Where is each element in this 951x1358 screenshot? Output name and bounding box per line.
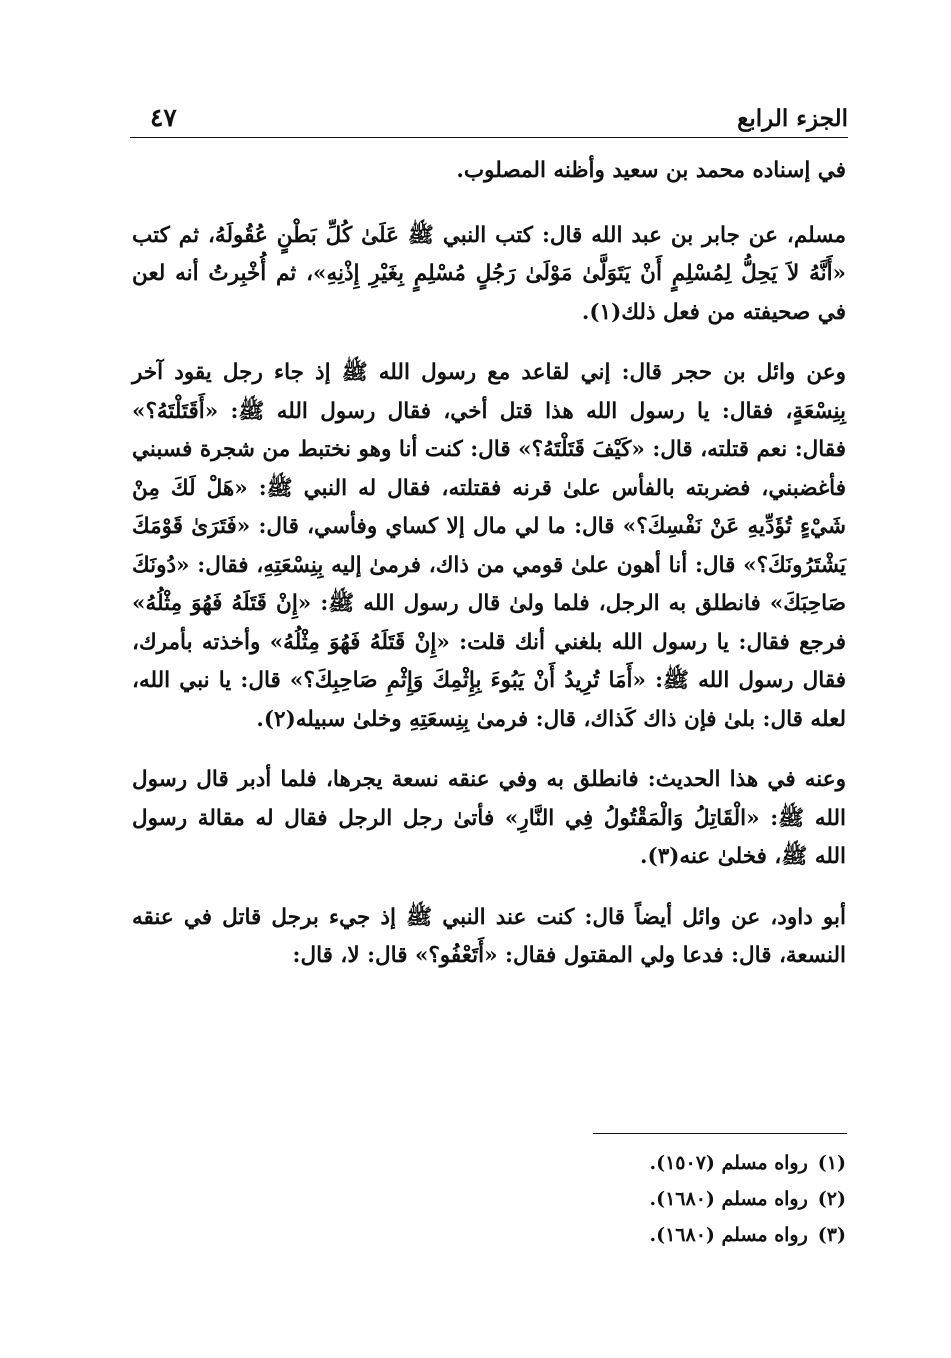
paragraph: وعنه في هذا الحديث: فانطلق به وفي عنقه نسعة يجرها، فلما أدبر قال رسول الله ﷺ: «الْقَاتِلُ وَالْمَقْتُولُ فِي النَّارِ» فأتىٰ رجل الرجل فقال له مقالة رسول الله ﷺ، فخلىٰ عنه(٣). [132,767,846,869]
paragraph: مسلم، عن جابر بن عبد الله قال: كتب النبي ﷺ عَلَىٰ كُلِّ بَطْنٍ عُقُولَهُ، ثم كتب «أَنَّهُ لاَ يَحِلُّ لِمُسْلِمٍ أَنْ يَتَوَلَّىٰ مَوْلَىٰ رَجُلٍ مُسْلِمٍ بِغَيْرِ إِذْنِهِ»، ثم أُخْبِرتُ أنه لعن في صحيفته من فعل ذلك(١). [132,222,846,325]
footnote [400,1217,846,1253]
paragraph: وعن وائل بن حجر قال: إني لقاعد مع رسول الله ﷺ إذ جاء رجل يقود آخر بِنِسْعَةٍ، فقال: يا رسول الله هذا قتل أخي، فقال رسول الله ﷺ: «أَقَتَلْتَهُ؟» فقال: نعم قتلته، قال: «كَيْفَ قَتَلْتَهُ؟» قال: كنت أنا وهو نختبط من شجرة فسبني فأغضبني، فضربته بالفأس علىٰ قرنه فقتلته، فقال له النبي ﷺ: «هَلْ لَكَ مِنْ شَيْءٍ تُؤَدِّيهِ عَنْ نَفْسِكَ؟» قال: ما لي مال إلا كساي وفأسي، قال: «فَتَرَىٰ قَوْمَكَ يَشْتَرُونَكَ؟» قال: أنا أهون علىٰ قومي من ذاك، فرمىٰ إليه بِنِسْعَتِهِ، فقال: «دُونَكَ صَاحِبَكَ» فانطلق به الرجل، فلما ولىٰ قال رسول الله ﷺ: «إِنْ قَتَلَهُ فَهُوَ مِثْلُهُ» فرجع فقال: يا رسول الله بلغني أنك قلت: «إِنْ قَتَلَهُ فَهُوَ مِثْلُهُ» وأخذته بأمرك، فقال رسول الله ﷺ: «أَمَا تُرِيدُ أَنْ يَبُوءَ بِإِثْمِكَ وَإِثْمِ صَاحِبِكَ؟» قال: يا نبي الله، لعله قال: بلىٰ فإن ذاك كَذاك، قال: فرمىٰ بِنِسعَتِهِ وخلىٰ سبيله(٢). [132,360,846,732]
chapter-title: الجزء الرابع [737,105,848,132]
footnote-rule [593,1133,847,1134]
footnote-text: رواه مسلم (١٦٨٠). [649,1188,808,1210]
footnote-text: رواه مسلم (١٦٨٠). [649,1224,808,1246]
paragraph: أبو داود، عن وائل أيضاً قال: كنت عند النبي ﷺ إذ جيء برجل قاتل في عنقه النسعة، قال: فدعا ولي المقتول فقال: «أَتَعْفُو؟» قال: لا، قال: [132,904,846,968]
body-text [132,152,846,998]
footnote-number: (١) [817,1152,846,1174]
page-number: ٤٧ [150,103,177,132]
footnote [400,1145,846,1181]
running-header [130,92,848,132]
footnote-text: رواه مسلم (١٥٠٧). [649,1152,808,1174]
paragraph: في إسناده محمد بن سعيد وأظنه المصلوب. [456,158,846,183]
footnotes [400,1145,846,1253]
footnote-number: (٣) [817,1224,846,1246]
footnote-number: (٢) [817,1188,846,1210]
header-rule [130,137,848,138]
footnote [400,1181,846,1217]
